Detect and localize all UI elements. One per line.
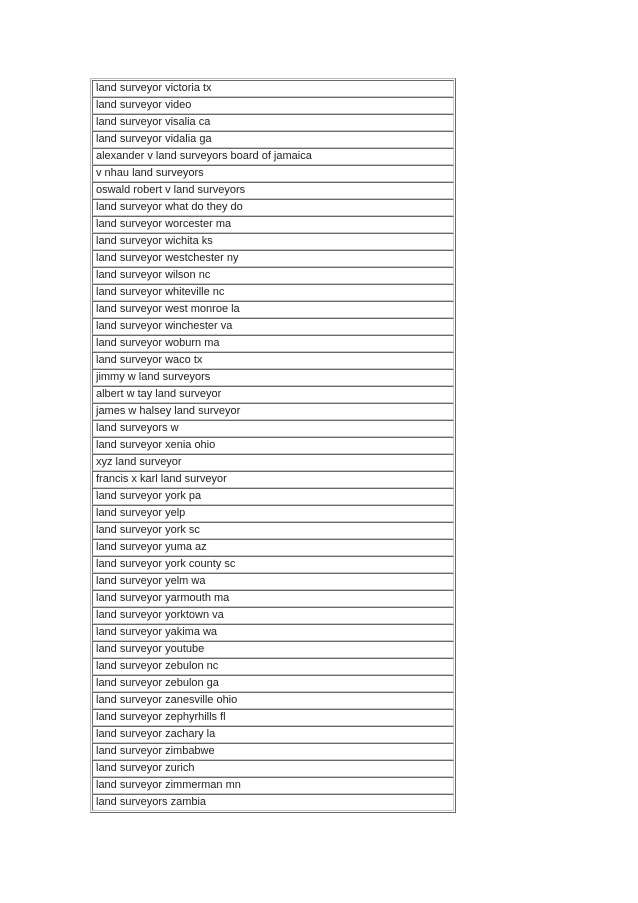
table-row [92,301,454,318]
table-cell: land surveyor york county sc [92,556,454,573]
table-cell: alexander v land surveyors board of jamaica [92,148,454,165]
table-row [92,454,454,471]
table-row [92,352,454,369]
table-row [92,573,454,590]
table-row [92,471,454,488]
table-row [92,335,454,352]
table-cell: land surveyor zephyrhills fl [92,709,454,726]
table-row [92,403,454,420]
table-cell: land surveyor zebulon ga [92,675,454,692]
table-row [92,199,454,216]
table-cell: land surveyor youtube [92,641,454,658]
table-row [92,369,454,386]
table-row [92,658,454,675]
table-cell: land surveyor zachary la [92,726,454,743]
table-cell: james w halsey land surveyor [92,403,454,420]
table-row [92,114,454,131]
table-row [92,267,454,284]
table-row [92,539,454,556]
table-cell: land surveyor westchester ny [92,250,454,267]
table-row [92,233,454,250]
table-cell: land surveyor wilson nc [92,267,454,284]
keyword-table-frame [90,78,456,813]
table-row [92,522,454,539]
table-cell: land surveyor zebulon nc [92,658,454,675]
table-cell: land surveyor winchester va [92,318,454,335]
table-cell: land surveyor zimmerman mn [92,777,454,794]
table-row [92,505,454,522]
table-cell: land surveyors zambia [92,794,454,811]
table-cell: land surveyor yelp [92,505,454,522]
table-cell: land surveyor victoria tx [92,80,454,97]
table-cell: land surveyor yarmouth ma [92,590,454,607]
table-row [92,182,454,199]
table-cell: francis x karl land surveyor [92,471,454,488]
table-cell: land surveyor vidalia ga [92,131,454,148]
table-cell: land surveyor worcester ma [92,216,454,233]
table-cell: land surveyor zurich [92,760,454,777]
table-row [92,437,454,454]
table-row [92,148,454,165]
table-row [92,709,454,726]
table-row [92,794,454,811]
table-row [92,760,454,777]
table-row [92,692,454,709]
table-cell: land surveyor west monroe la [92,301,454,318]
table-row [92,420,454,437]
table-cell: land surveyor video [92,97,454,114]
table-row [92,97,454,114]
table-row [92,624,454,641]
table-row [92,726,454,743]
table-cell: albert w tay land surveyor [92,386,454,403]
table-cell: land surveyor xenia ohio [92,437,454,454]
table-cell: oswald robert v land surveyors [92,182,454,199]
table-row [92,165,454,182]
table-cell: land surveyor york sc [92,522,454,539]
table-cell: land surveyors w [92,420,454,437]
table-cell: land surveyor yorktown va [92,607,454,624]
table-cell: land surveyor wichita ks [92,233,454,250]
table-row [92,641,454,658]
table-row [92,284,454,301]
table-row [92,777,454,794]
table-row [92,675,454,692]
table-cell: land surveyor what do they do [92,199,454,216]
table-row [92,590,454,607]
keyword-table-body [92,80,454,811]
table-row [92,607,454,624]
table-cell: jimmy w land surveyors [92,369,454,386]
table-cell: land surveyor zanesville ohio [92,692,454,709]
table-row [92,131,454,148]
keyword-table [92,80,454,811]
table-cell: land surveyor zimbabwe [92,743,454,760]
table-row [92,386,454,403]
table-row [92,488,454,505]
table-cell: land surveyor yelm wa [92,573,454,590]
table-cell: xyz land surveyor [92,454,454,471]
table-row [92,743,454,760]
table-cell: land surveyor york pa [92,488,454,505]
table-cell: land surveyor woburn ma [92,335,454,352]
table-row [92,80,454,97]
table-cell: land surveyor yuma az [92,539,454,556]
table-cell: land surveyor yakima wa [92,624,454,641]
table-cell: v nhau land surveyors [92,165,454,182]
table-row [92,250,454,267]
table-cell: land surveyor waco tx [92,352,454,369]
table-cell: land surveyor whiteville nc [92,284,454,301]
table-row [92,216,454,233]
table-row [92,556,454,573]
table-row [92,318,454,335]
table-cell: land surveyor visalia ca [92,114,454,131]
